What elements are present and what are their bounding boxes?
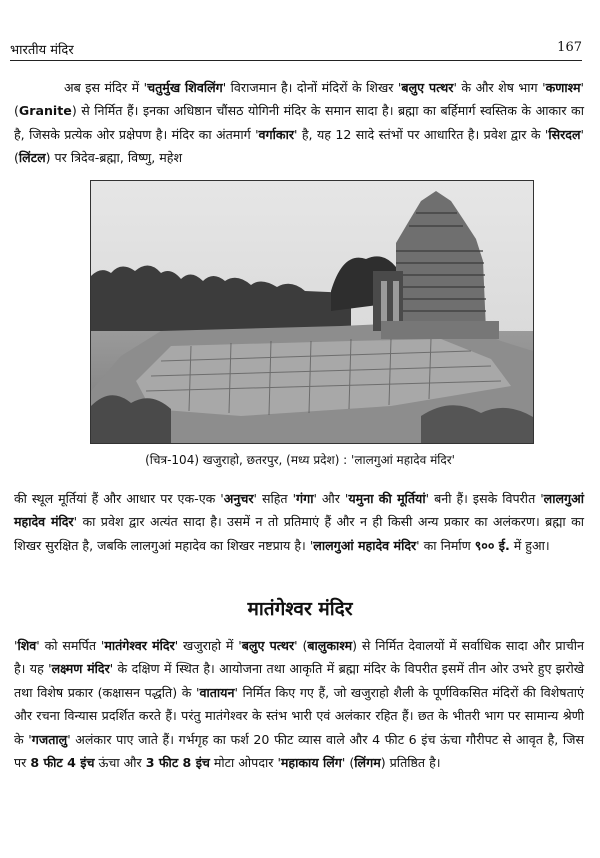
section-heading: मातंगेश्वर मंदिर (247, 598, 353, 620)
figure-caption: (चित्र-104) खजुराहो, छतरपुर, (मध्य प्रदेश) : 'लालगुआं महादेव मंदिर' (145, 453, 455, 467)
page-header (10, 38, 582, 61)
paragraph-1: अब इस मंदिर में 'चतुर्मुख शिवलिंग' विराजमान है। दोनों मंदिरों के शिखर 'बलुए पत्थर' के और शेष भाग 'कणाश्म' (Granite) से निर्मित हैं। इनका अधिष्ठान चौंसठ योगिनी मंदिर के समान सादा है। ब्रह्मा का बर्हिमार्ग स्वस्तिक के आकार का है, जिसके प्रत्येक ओर प्रक्षेपण है। मंदिर का अंतमार्ग 'वर्गाकार' है, यह 12 सादे स्तंभों पर आधारित है। प्रवेश द्वार के 'सिरदल' (लिंटल) पर त्रिदेव-ब्रह्मा, विष्णु, महेश (14, 80, 584, 166)
running-title: भारतीय मंदिर (10, 43, 74, 58)
temple-photograph (90, 180, 534, 444)
paragraph-3: 'शिव' को समर्पित 'मातंगेश्वर मंदिर' खजुराहो में 'बलुए पत्थर' (बालुकाश्म) से निर्मित देवालयों में सर्वाधिक सादा और प्राचीन है। यह 'लक्ष्मण मंदिर' के दक्षिण में स्थित है। आयोजना तथा आकृति में ब्रह्मा मंदिर के विपरीत इसमें तीन ओर उभरे हुए झरोखे तथा विशेष प्रकार (कक्षासन पद्धति) के 'वातायन' निर्मित किए गए हैं, जो खजुराहो शैली के पूर्णविकसित मंदिरों की विशेषताएं और रचना विन्यास प्रदर्शित करते हैं। परंतु मातंगेश्वर के स्तंभ भारी एवं अलंकार रहित हैं। छत के भीतरी भाग पर सामान्य श्रेणी के 'गजतालु' अलंकार पाए जाते हैं। गर्भगृह का फर्श 20 फीट व्यास वाले और 4 फीट 6 इंच ऊंचा गौरीपट से आवृत है, जिस पर 8 फीट 4 इंच ऊंचा और 3 फीट 8 इंच मोटा ओपदार 'महाकाय लिंग' (लिंगम) प्रतिष्ठित है। (14, 638, 585, 771)
page-number: 167 (557, 40, 582, 55)
paragraph-2: की स्थूल मूर्तियां हैं और आधार पर एक-एक 'अनुचर' सहित 'गंगा' और 'यमुना की मूर्तियां' बनी हैं। इसके विपरीत 'लालगुआं महादेव मंदिर' का प्रवेश द्वार अत्यंत सादा है। उसमें न तो प्रतिमाएं हैं और न ही किसी अन्य प्रकार का अलंकरण। ब्रह्मा का शिखर सुरक्षित है, जबकि लालगुआं महादेव का शिखर नष्टप्राय है। 'लालगुआं महादेव मंदिर' का निर्माण ९०० ई. में हुआ। (14, 491, 585, 553)
